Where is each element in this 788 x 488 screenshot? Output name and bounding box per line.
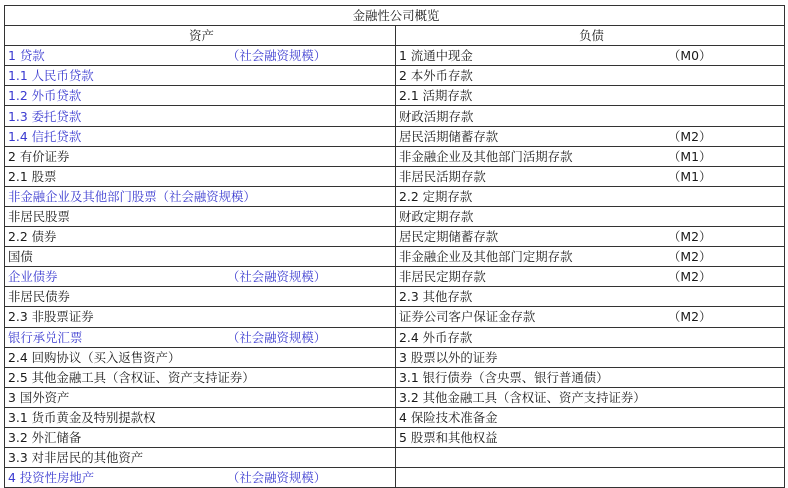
table-row <box>5 106 785 126</box>
asset-cell <box>5 347 396 367</box>
asset-label: 3.2 外汇储备 <box>8 430 82 446</box>
asset-label: 2.5 其他金融工具（含权证、资产支持证券） <box>8 369 255 385</box>
liability-cell <box>396 307 785 327</box>
table-title: 金融性公司概览 <box>5 6 785 26</box>
asset-label: 2.2 债券 <box>8 229 57 245</box>
liability-label: 证券公司客户保证金存款 <box>399 309 536 325</box>
liability-note: （M1） <box>668 148 712 164</box>
table-row <box>5 126 785 146</box>
liability-cell <box>396 267 785 287</box>
liability-label: 财政定期存款 <box>399 208 474 224</box>
asset-cell <box>5 407 396 427</box>
liability-label: 居民活期储蓄存款 <box>399 128 499 144</box>
asset-cell <box>5 327 396 347</box>
liability-cell <box>396 46 785 66</box>
table-row <box>5 468 785 488</box>
table-row <box>5 327 785 347</box>
asset-cell <box>5 106 396 126</box>
liability-label: 3 股票以外的证券 <box>399 349 498 365</box>
liability-cell <box>396 448 785 468</box>
asset-note: （社会融资规模） <box>227 329 327 345</box>
liability-cell <box>396 206 785 226</box>
liability-cell <box>396 387 785 407</box>
liability-cell <box>396 106 785 126</box>
liability-label: 5 股票和其他权益 <box>399 430 498 446</box>
table-row <box>5 367 785 387</box>
liability-label: 非金融企业及其他部门活期存款 <box>399 148 573 164</box>
liability-cell <box>396 407 785 427</box>
liability-label: 2 本外币存款 <box>399 68 473 84</box>
asset-label: 2.4 回购协议（买入返售资产） <box>8 349 181 365</box>
asset-label: 银行承兑汇票 <box>8 329 83 345</box>
table-row <box>5 407 785 427</box>
asset-label: 非居民股票 <box>8 208 70 224</box>
liability-note: （M2） <box>668 229 712 245</box>
asset-note: （社会融资规模） <box>227 269 327 285</box>
asset-cell <box>5 46 396 66</box>
liability-cell <box>396 126 785 146</box>
asset-cell <box>5 86 396 106</box>
asset-cell <box>5 307 396 327</box>
liability-label: 非居民定期存款 <box>399 269 486 285</box>
asset-label: 2.3 非股票证券 <box>8 309 94 325</box>
liability-cell <box>396 327 785 347</box>
assets-header: 资产 <box>5 26 396 46</box>
liability-cell <box>396 427 785 447</box>
asset-label: 1.3 委托贷款 <box>8 108 82 124</box>
liability-label: 非居民活期存款 <box>399 168 486 184</box>
table-row <box>5 347 785 367</box>
asset-cell <box>5 126 396 146</box>
asset-cell <box>5 227 396 247</box>
liability-cell <box>396 227 785 247</box>
table-row <box>5 186 785 206</box>
liability-cell <box>396 166 785 186</box>
liability-cell <box>396 287 785 307</box>
table-row <box>5 247 785 267</box>
liability-cell <box>396 347 785 367</box>
asset-label: 国债 <box>8 249 33 265</box>
asset-cell <box>5 287 396 307</box>
asset-cell <box>5 367 396 387</box>
table-row <box>5 146 785 166</box>
column-header-row <box>5 26 785 46</box>
liability-label: 2.1 活期存款 <box>399 88 473 104</box>
table-row <box>5 206 785 226</box>
liability-label: 非金融企业及其他部门定期存款 <box>399 249 573 265</box>
table-row <box>5 387 785 407</box>
asset-label: 3.1 货币黄金及特别提款权 <box>8 409 156 425</box>
table-row <box>5 86 785 106</box>
liabilities-header: 负债 <box>396 26 785 46</box>
liability-label: 2.2 定期存款 <box>399 188 473 204</box>
liability-note: （M2） <box>668 249 712 265</box>
asset-cell <box>5 387 396 407</box>
asset-cell <box>5 186 396 206</box>
asset-label: 非金融企业及其他部门股票（社会融资规模） <box>8 188 256 204</box>
asset-cell <box>5 448 396 468</box>
liability-cell <box>396 66 785 86</box>
liability-label: 2.3 其他存款 <box>399 289 473 305</box>
asset-cell <box>5 166 396 186</box>
liability-note: （M2） <box>668 128 712 144</box>
asset-label: 3.3 对非居民的其他资产 <box>8 450 144 466</box>
liability-note: （M2） <box>668 269 712 285</box>
asset-label: 1.2 外币贷款 <box>8 88 82 104</box>
liability-label: 1 流通中现金 <box>399 48 473 64</box>
asset-label: 1 贷款 <box>8 48 45 64</box>
asset-cell <box>5 468 396 488</box>
liability-cell <box>396 367 785 387</box>
table-row <box>5 287 785 307</box>
asset-label: 3 国外资产 <box>8 389 70 405</box>
liability-cell <box>396 247 785 267</box>
liability-cell <box>396 468 785 488</box>
table-body <box>5 46 785 488</box>
asset-cell <box>5 146 396 166</box>
table-row <box>5 267 785 287</box>
asset-label: 4 投资性房地产 <box>8 470 95 486</box>
liability-label: 2.4 外币存款 <box>399 329 473 345</box>
table-row <box>5 448 785 468</box>
asset-cell <box>5 247 396 267</box>
liability-label: 财政活期存款 <box>399 108 474 124</box>
asset-label: 1.4 信托贷款 <box>8 128 82 144</box>
liability-cell <box>396 186 785 206</box>
liability-cell <box>396 86 785 106</box>
asset-label: 非居民债券 <box>8 289 70 305</box>
liability-note: （M1） <box>668 168 712 184</box>
asset-cell <box>5 267 396 287</box>
liability-label: 4 保险技术准备金 <box>399 409 498 425</box>
liability-label: 居民定期储蓄存款 <box>399 229 499 245</box>
asset-label: 2.1 股票 <box>8 168 57 184</box>
asset-label: 企业债券 <box>8 269 58 285</box>
table-row <box>5 427 785 447</box>
asset-note: （社会融资规模） <box>227 48 327 64</box>
liability-label: 3.2 其他金融工具（含权证、资产支持证券） <box>399 389 646 405</box>
asset-label: 2 有价证券 <box>8 148 70 164</box>
table-row <box>5 307 785 327</box>
asset-cell <box>5 66 396 86</box>
liability-cell <box>396 146 785 166</box>
table-row <box>5 66 785 86</box>
asset-label: 1.1 人民币贷款 <box>8 68 94 84</box>
asset-cell <box>5 206 396 226</box>
asset-note: （社会融资规模） <box>227 470 327 486</box>
title-row <box>5 6 785 26</box>
liability-label: 3.1 银行债券（含央票、银行普通债） <box>399 369 609 385</box>
table-row <box>5 46 785 66</box>
table-row <box>5 166 785 186</box>
liability-note: （M0） <box>668 48 712 64</box>
overview-table <box>4 5 785 488</box>
table-row <box>5 227 785 247</box>
asset-cell <box>5 427 396 447</box>
liability-note: （M2） <box>668 309 712 325</box>
